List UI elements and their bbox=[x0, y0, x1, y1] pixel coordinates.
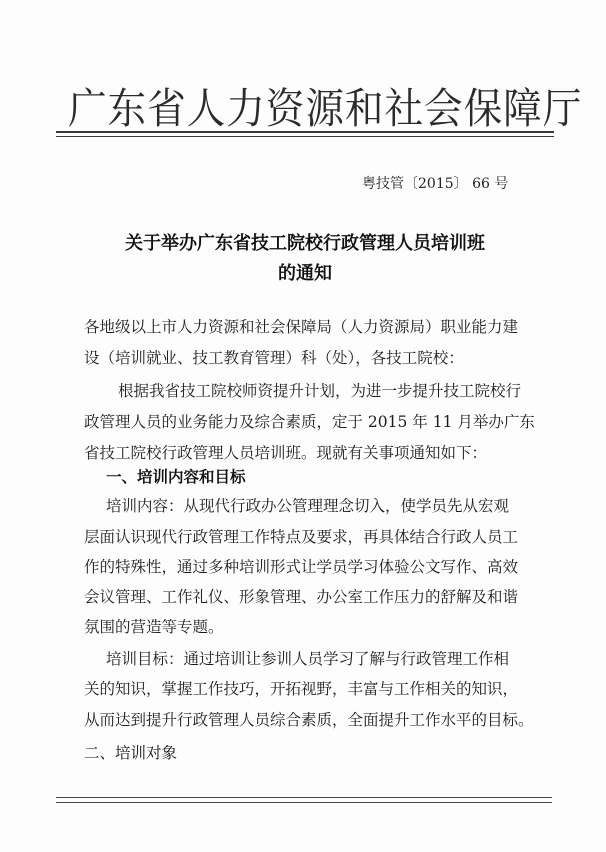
section-1-content-line: 培训内容：从现代行政办公管理理念切入，使学员先从宏观 bbox=[106, 497, 510, 515]
section-1-content-line: 会议管理、工作礼仪、形象管理、办公室工作压力的舒解及和谐 bbox=[84, 588, 519, 606]
section-2-heading: 二、培训对象 bbox=[84, 744, 178, 762]
intro-line: 省技工院校行政管理人员培训班。现就有关事项通知如下： bbox=[84, 444, 488, 462]
section-1-goal-line: 培训目标：通过培训让参训人员学习了解与行政管理工作相 bbox=[106, 650, 510, 668]
section-1-goal-line: 关的知识，掌握工作技巧，开拓视野，丰富与工作相关的知识， bbox=[84, 680, 519, 698]
document-title-line-2: 的通知 bbox=[278, 263, 332, 284]
footer-divider-upper bbox=[56, 797, 552, 798]
letterhead-divider-thick bbox=[56, 131, 554, 133]
letterhead-org-name: 广东省人力资源和社会保障厅 bbox=[68, 84, 583, 133]
document-title-line-1: 关于举办广东省技工院校行政管理人员培训班 bbox=[125, 233, 485, 254]
intro-line: 政管理人员的业务能力及综合素质，定于 2015 年 11 月举办广东 bbox=[84, 413, 535, 431]
footer-divider-lower bbox=[56, 802, 552, 803]
intro-line: 根据我省技工院校师资提升计划，为进一步提升技工院校行 bbox=[118, 382, 522, 400]
section-1-content-line: 氛围的营造等专题。 bbox=[84, 618, 224, 636]
document-number: 粤技管〔2015〕 66 号 bbox=[362, 176, 509, 192]
section-1-content-line: 作的特殊性，通过多种培训形式让学员学习体验公文写作、高效 bbox=[84, 558, 519, 576]
section-1-heading: 一、培训内容和目标 bbox=[106, 468, 246, 486]
recipients-line: 设（培训就业、技工教育管理）科（处），各技工院校： bbox=[84, 349, 464, 367]
section-1-goal-line: 从而达到提升行政管理人员综合素质，全面提升工作水平的目标。 bbox=[84, 711, 534, 729]
section-1-content-line: 层面认识现代行政管理工作特点及要求，再具体结合行政人员工 bbox=[84, 528, 519, 546]
letterhead-divider-thin bbox=[56, 136, 554, 137]
recipients-line: 各地级以上市人力资源和社会保障局（人力资源局）职业能力建 bbox=[84, 318, 519, 336]
